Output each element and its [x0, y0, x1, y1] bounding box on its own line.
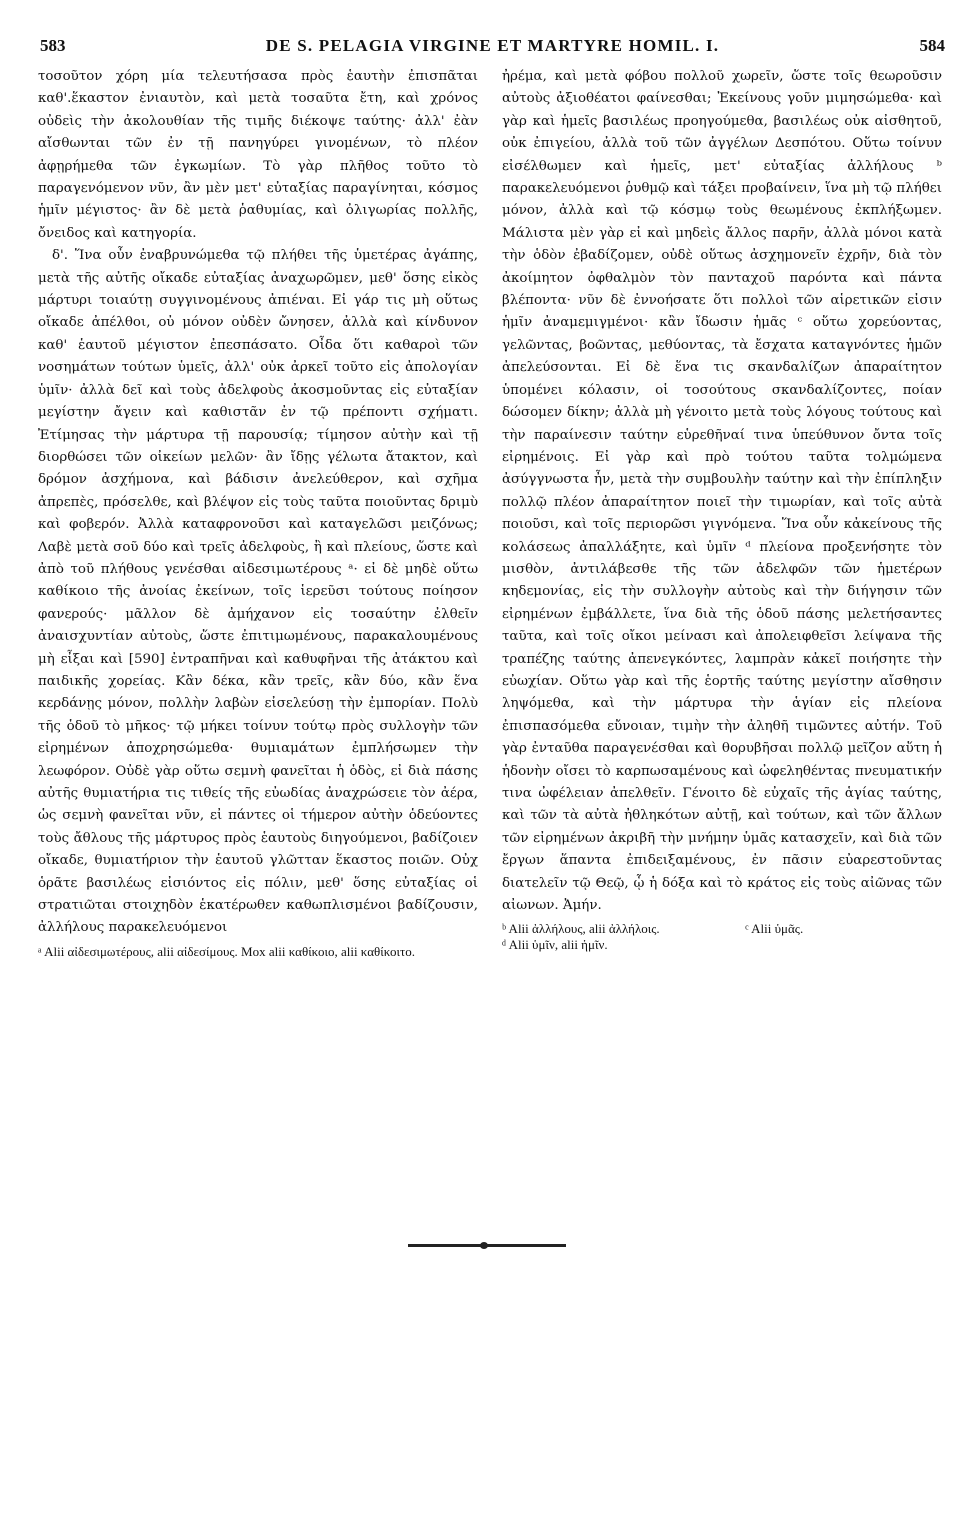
- left-paragraph-1: τοσοῦτον χόρη μία τελευτήσασα πρὸς ἑαυτὴν ἐπισπᾶται καθ'.ἕκαστον ἐνιαυτὸν, καὶ μετὰ τοσαῦτα ἔτη, καὶ χρόνος οὐδεὶς τὴν ἀκολουθίαν τῆς τιμῆς διέκοψε ταύτης· ἀλλ' ἐὰν αἴσθωνται τῶν ἐν τῇ πανηγύρει γινομένων, τὸ πλέον ἀφῃρήμεθα τῶν ἐγκωμίων. Τὸ γὰρ πλῆθος τοῦτο τὸ παραγενόμενον νῦν, ἂν μὲν μετ' εὐταξίας παραγίνηται, κόσμος ἡμῖν μέγιστος· ἂν δὲ μετὰ ῥαθυμίας, καὶ ὀλιγωρίας πολλῆς, ὄνειδος καὶ κατηγορία.: [38, 69, 478, 241]
- left-column: [38, 66, 478, 960]
- page-number-left: 583: [40, 36, 66, 55]
- footnote-a: ᵃ Alii αἰδεσιμωτέρους, alii αἰδεσίμους. Mox alii καθίκοιο, alii καθίκοιτο.: [38, 943, 416, 959]
- right-paragraph-1: ἠρέμα, καὶ μετὰ φόβου πολλοῦ χωρεῖν, ὥστε τοῖς θεωροῦσιν αὐτοὺς ἀξιοθέατοι φαίνεσθαι; Ἐκείνους γοῦν μιμησώμεθα· καὶ γὰρ καὶ ἡμεῖς βασιλέως προηγούμεθα, βασιλέως οὐκ αἰσθητοῦ, οὐκ ἐπιγείου, ἀλλὰ τοῦ τῶν ἀγγέλων Δεσπότου. Οὕτω τοίνυν εἰσέλθωμεν καὶ ἡμεῖς, μετ' εὐταξίας ἀλλήλους ᵇ παρακελευόμενοι ῥυθμῷ καὶ τάξει προβαίνειν, ἵνα μὴ τῷ πλήθει μόνον, ἀλλὰ καὶ τῷ κόσμῳ τοὺς θεωμένους ἐκπλήξωμεν. Μάλιστα μὲν γὰρ εἰ καὶ μηδεὶς ἄλλος παρῆν, ἀλλὰ μόνοι κατὰ τὴν ὁδὸν ἐβαδίζομεν, οὐδὲ οὕτως ἀσχημονεῖν ἐχρῆν, διὰ τὸν ἀκοίμητον ὀφθαλμὸν τὸν πανταχοῦ παρόντα καὶ πάντα βλέποντα· νῦν δὲ ἐννοήσατε ὅτι πολλοὶ τῶν αἱρετικῶν εἰσιν ἡμῖν ἀναμεμιγμένοι· κἂν ἴδωσιν ἡμᾶς ᶜ οὕτω χορεύοντας, γελῶντας, βοῶντας, μεθύοντας, τὰ ἔσχατα καταγνόντες ἡμῶν ἀπελεύσονται. Εἰ δὲ ἕνα τις σκανδαλίζων ἀπαραίτητον ὑπομένει κόλασιν, οἱ τοσούτους σκανδαλίζοντες, ποίαν δώσομεν δίκην; ἀλλὰ μὴ γένοιτο μετὰ τοὺς λόγους τούτους καὶ τὴν παραίνεσιν ταύτην εὑρεθῆναί τινα ὑπεύθυνον ὄντα τοῖς εἰρημένοις. Εἰ γὰρ καὶ πρὸ τούτου ταῦτα τολμώμενα ἀσύγγνωστα ἦν, μετὰ τὴν συμβουλὴν ταύτην καὶ τὴν ἐπίπληξιν πολλῷ πλέον ἀπαραίτητον ποιεῖ τὴν τιμωρίαν, καὶ τοῖς αὐτὰ ποιοῦσι, καὶ τοῖς περιορῶσι γιγνόμενα. Ἵνα οὖν κἀκείνους τῆς κολάσεως ἀπαλλάξητε, καὶ ὑμῖν ᵈ πλείονα προξενήσητε τὸν μισθὸν, ἀντιλάβεσθε τῆς τῶν ἀδελφῶν τῶν ἡμετέρων κηδεμονίας, εἰς τὴν συλλογὴν αὐτοὺς καὶ τὴν διήγησιν τῶν εἰρημένων ἐμβάλλετε, ἵνα διὰ τῆς ὁδοῦ πάσης μελετήσαντες ταῦτα, καὶ τοῖς οἴκοι μείνασι καὶ ἀπολειφθεῖσι λείψανα τῆς τραπέζης ταύτης ἀπενεγκόντες, λαμπρὰν κἀκεῖ ποιήσητε τὴν εὐωχίαν. Οὕτω γὰρ καὶ τῆς ἑορτῆς ταύτης μεγίστην αἴσθησιν ληψόμεθα, καὶ τὴν μάρτυρα τὴν ἁγίαν εἰς πλείονα ἐπισπασόμεθα εὔνοιαν, τιμὴν τὴν ἀληθῆ τιμῶντες αὐτήν. Τοῦ γὰρ ἐνταῦθα παραγενέσθαι καὶ θορυβῆσαι πολλῷ μεῖζον αὕτη ἡ ἡδονὴν οἴσει τὸ καρπωσαμένους καὶ ὠφεληθέντας πνευματικήν τινα ὠφέλειαν ἀπελθεῖν. Γένοιτο δὲ εὐχαῖς τῆς ἁγίας ταύτης, καὶ τῶν τὰ αὐτὰ ἠθληκότων αὐτῇ, καὶ τούτων, καὶ τῶν ἄλλων τῶν εἰρημένων ἀκριβῆ τὴν μνήμην ὑμᾶς κατασχεῖν, καὶ διὰ τῶν ἔργων ἅπαντα ἐπιδειξαμένους, ἐν πᾶσιν εὐαρεστοῦντας διατελεῖν τῷ Θεῷ, ᾧ ἡ δόξα καὶ τὸ κράτος εἰς τοὺς αἰῶνας τῶν αἰωνων. Ἀμήν.: [502, 69, 942, 914]
- running-header: [40, 36, 945, 64]
- footnote-b: ᵇ Alii ἀλλήλους, alii ἀλλήλοις.: [502, 921, 660, 937]
- page-number-right: 584: [919, 36, 945, 55]
- right-column: [502, 66, 942, 953]
- left-paragraph-2: δ'. Ἵνα οὖν ἐναβρυνώμεθα τῷ πλήθει τῆς ὑμετέρας ἀγάπης, μετὰ τῆς αὐτῆς οἴκαδε εὐταξίας ἀναχωρῶμεν, μεθ' ὅσης εἰκὸς μάρτυρι τοιαύτῃ συγγινομένους ἀπιέναι. Εἰ γάρ τις μὴ οὕτως οἴκαδε ἀπέλθοι, οὐ μόνον οὐδὲν ὤνησεν, ἀλλὰ καὶ κίνδυνον καθ' ἑαυτοῦ μέγιστον ἐπεσπάσατο. Οἶδα ὅτι καθαροὶ τῶν νοσημάτων τούτων ὑμεῖς, ἀλλ' οὐκ ἀρκεῖ τοῦτο εἰς ἀπολογίαν ὑμῖν· ἀλλὰ δεῖ καὶ τοὺς ἀδελφοὺς ἀκοσμοῦντας εἰς εὐταξίαν μεγίστην ἄγειν καὶ καθιστᾶν ἐν τῷ πρέποντι σχήματι. Ἐτίμησας τὴν μάρτυρα τῇ παρουσίᾳ; τίμησον αὐτὴν καὶ τῇ διορθώσει τῶν οἰκείων μελῶν· ἂν ἴδῃς γέλωτα ἄτακτον, καὶ δρόμον ἀσχήμονα, καὶ βάδισιν ἀνελεύθερον, καὶ σχῆμα ἀπρεπὲς, πρόσελθε, καὶ βλέψον εἰς τοὺς ταῦτα ποιοῦντας δριμὺ καὶ φοβερόν. Ἀλλὰ καταφρονοῦσι καὶ καταγελῶσι μειζόνως; Λαβὲ μετὰ σοῦ δύο καὶ τρεῖς ἀδελφοὺς, ἢ καὶ πλείους, ὥστε καὶ ἀπὸ τοῦ πλήθους γενέσθαι αἰδεσιμωτέρους ᵃ· εἰ δὲ μηδὲ οὕτω καθίκοιο τῆς ἀνοίας ἐκείνων, τοῖς ἱερεῦσι τούτους ποίησον φανερούς· μᾶλλον δὲ ἀμήχανον εἰς τοσαύτην ἐλθεῖν ἀναισχυντίαν αὐτοὺς, ὥστε ἐπιτιμωμένους, παρακαλουμένους μὴ εἶξαι καὶ [590] ἐντραπῆναι καὶ καθυφῆναι τῆς ἀτάκτου καὶ παιδικῆς χορείας. Κἂν δέκα, κἂν τρεῖς, κἂν δύο, κἂν ἕνα κερδάνῃς μόνον, πολλὴν λαβὼν εἰσελεύσῃ τὴν ἐμπορίαν. Πολὺ τῆς ὁδοῦ τὸ μῆκος· τῷ μήκει τοίνυν τούτῳ πρὸς συλλογὴν τῶν εἰρημένων ἀποχρησώμεθα· θυμιαμάτων ἐμπλήσωμεν τὴν λεωφόρον. Οὐδὲ γὰρ οὕτω σεμνὴ φανεῖται ἡ ὁδὸς, εἰ διὰ πάσης αὐτῆς θυμιατήρια τις τιθείς τῆς εὐωδίας ἀναχρώσειε τὸν ἀέρα, ὡς σεμνὴ φανεῖται νῦν, εἰ πάντες οἱ τήμερον αὐτὴν ὁδεύοντες τοὺς ἄθλους τῆς μάρτυρος πρὸς ἑαυτοὺς διηγούμενοι, βαδίζοιεν οἴκαδε, θυμιατήριον τὴν ἑαυτοῦ γλῶτταν ἕκαστος ποιῶν. Οὐχ ὁρᾶτε βασιλέως εἰσιόντος εἰς πόλιν, μεθ' ὅσης εὐταξίας οἱ στρατιῶται στοιχηδὸν ἑκατέρωθεν καθωπλισμένοι βαδίζουσιν, ἀλλήλους παρακελευόμενοι: [38, 248, 478, 936]
- footnotes-right: [502, 921, 942, 953]
- footnote-c: ᶜ Alii ὑμᾶς.: [745, 921, 804, 937]
- running-title: DE S. PELAGIA VIRGINE ET MARTYRE HOMIL. I.: [265, 36, 720, 55]
- end-ornament-rule: [408, 1244, 566, 1247]
- footnote-d: ᵈ Alii ὑμῖν, alii ἡμῖν.: [502, 937, 608, 953]
